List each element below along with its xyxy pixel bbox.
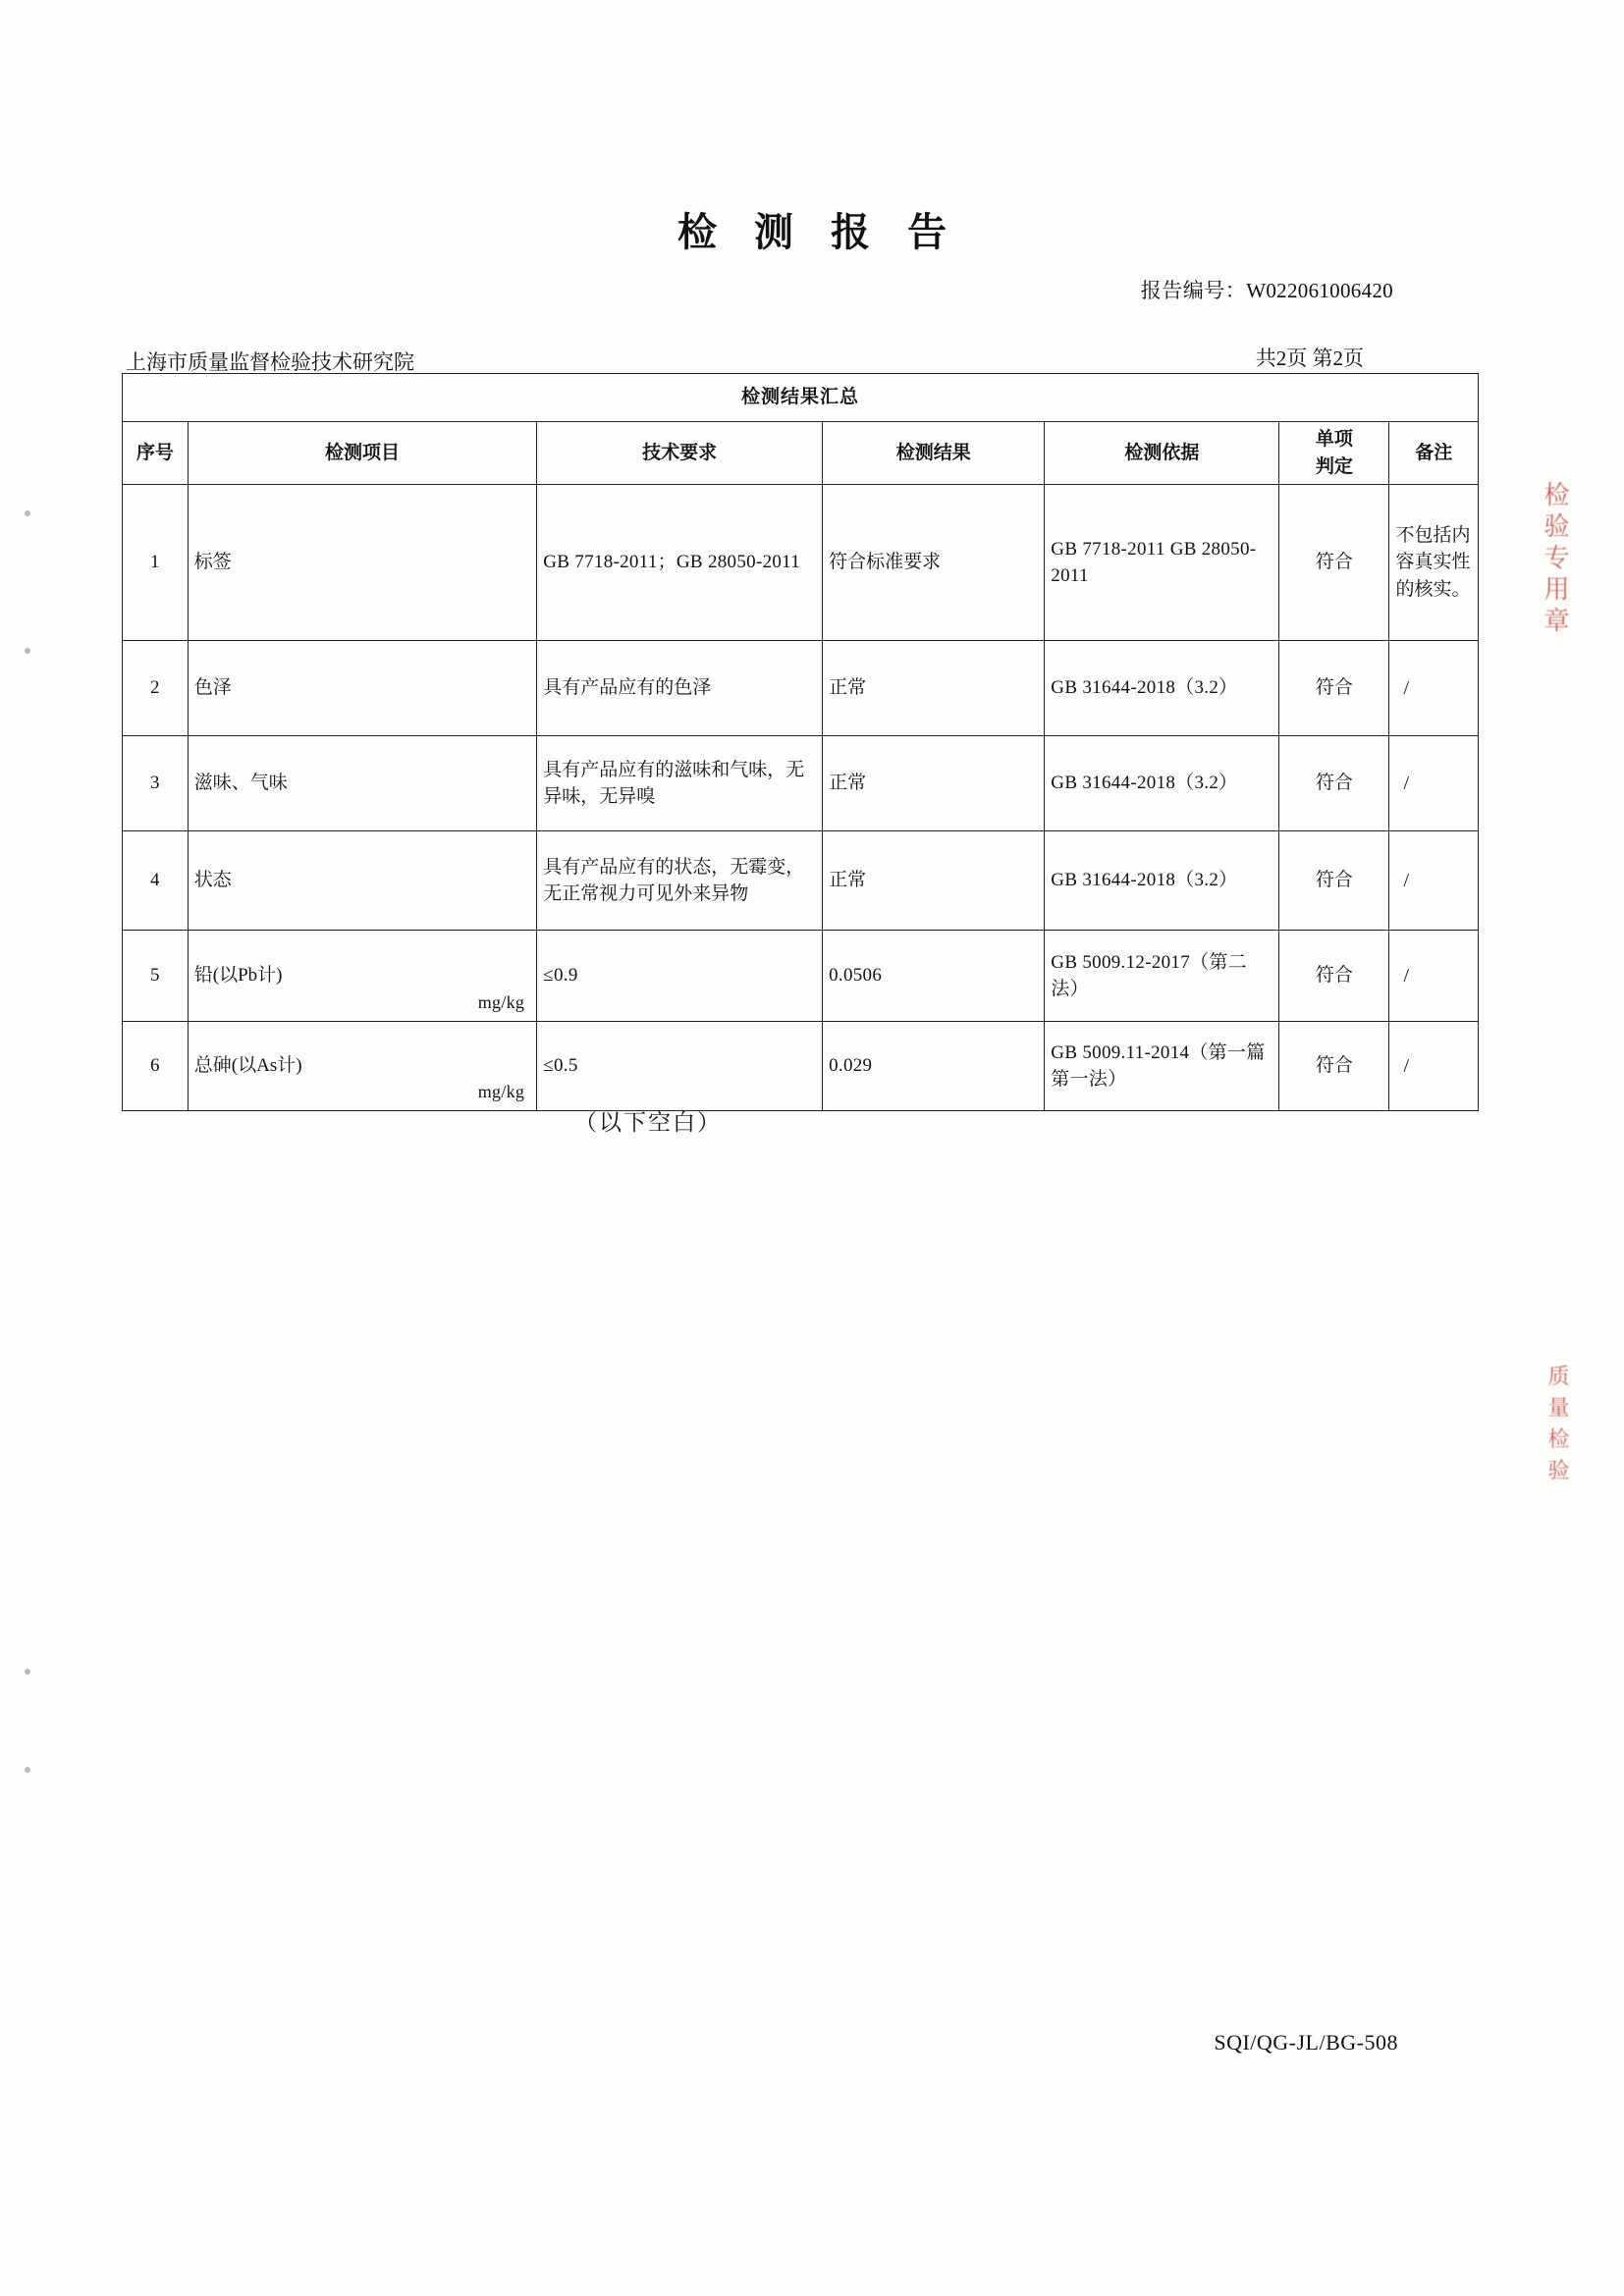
cell-result: 正常: [823, 831, 1045, 931]
cell-requirement: 具有产品应有的色泽: [537, 641, 823, 736]
cell-index: 6: [123, 1022, 189, 1111]
cell-judgement: 符合: [1279, 736, 1389, 831]
cell-item-text: 状态: [193, 870, 232, 891]
cell-item: [188, 931, 536, 1022]
below-blank-note: （以下空白）: [574, 1110, 722, 1135]
cell-requirement: 具有产品应有的滋味和气味，无异味，无异嗅: [537, 736, 823, 831]
punch-mark: [25, 510, 30, 516]
cell-item-text: 标签: [193, 552, 232, 573]
cell-requirement: GB 7718-2011；GB 28050-2011: [537, 485, 823, 641]
table-row: [123, 736, 1479, 831]
cell-item-text: 滋味、气味: [193, 773, 288, 794]
cell-result: 0.029: [823, 1022, 1045, 1111]
results-table: [122, 373, 1479, 1111]
cell-judgement: 符合: [1279, 485, 1389, 641]
cell-note: /: [1389, 736, 1479, 831]
cell-index: 3: [123, 736, 189, 831]
cell-judgement: 符合: [1279, 641, 1389, 736]
table-row: [123, 641, 1479, 736]
header-basis: 检测依据: [1045, 422, 1279, 485]
cell-item-unit: mg/kg: [477, 1082, 525, 1101]
cell-index: 1: [123, 485, 189, 641]
header-requirement: 技术要求: [537, 422, 823, 485]
cell-basis: GB 5009.12-2017（第二法）: [1045, 931, 1279, 1022]
cell-note: 不包括内容真实性的核实。: [1389, 485, 1479, 641]
cell-requirement: 具有产品应有的状态，无霉变，无正常视力可见外来异物: [537, 831, 823, 931]
cell-basis: GB 31644-2018（3.2）: [1045, 736, 1279, 831]
header-judgement-line2: 判定: [1315, 455, 1353, 477]
cell-judgement: 符合: [1279, 931, 1389, 1022]
cell-note: /: [1389, 931, 1479, 1022]
seal-stamp-lower: 质量检验: [1545, 1364, 1570, 1490]
cell-index: 2: [123, 641, 189, 736]
cell-requirement: ≤0.9: [537, 931, 823, 1022]
header-judgement-line1: 单项: [1315, 429, 1353, 450]
cell-basis: GB 5009.11-2014（第一篇 第一法）: [1045, 1022, 1279, 1111]
page-count: 共2页 第2页: [1255, 347, 1364, 370]
cell-note: /: [1389, 1022, 1479, 1111]
cell-judgement: 符合: [1279, 1022, 1389, 1111]
punch-mark: [25, 1669, 30, 1675]
cell-item: [188, 485, 536, 641]
cell-note: /: [1389, 641, 1479, 736]
report-number: [1141, 275, 1393, 304]
cell-item: [188, 736, 536, 831]
cell-basis: GB 31644-2018（3.2）: [1045, 831, 1279, 931]
table-row: [123, 931, 1479, 1022]
table-header-row: [123, 422, 1479, 485]
table-banner-row: [123, 374, 1479, 422]
cell-item-text: 铅(以Pb计): [193, 965, 283, 987]
table-row: [123, 485, 1479, 641]
section-banner: 检测结果汇总: [123, 374, 1479, 422]
table-row: [123, 831, 1479, 931]
cell-result: 0.0506: [823, 931, 1045, 1022]
cell-basis: GB 7718-2011 GB 28050-2011: [1045, 485, 1279, 641]
seal-stamp-upper: 检验专用章: [1541, 481, 1569, 638]
footer-form-code: SQI/QG-JL/BG-508: [1214, 2030, 1398, 2055]
cell-requirement: ≤0.5: [537, 1022, 823, 1111]
cell-index: 5: [123, 931, 189, 1022]
punch-mark: [25, 648, 30, 654]
cell-result: 符合标准要求: [823, 485, 1045, 641]
cell-item: [188, 641, 536, 736]
cell-judgement: 符合: [1279, 831, 1389, 931]
header-index: 序号: [123, 422, 189, 485]
results-table-wrapper: [122, 373, 1479, 1111]
header-result: 检测结果: [823, 422, 1045, 485]
cell-basis: GB 31644-2018（3.2）: [1045, 641, 1279, 736]
punch-mark: [25, 1767, 30, 1773]
header-note: 备注: [1389, 422, 1479, 485]
report-number-value: W022061006420: [1246, 279, 1393, 302]
cell-result: 正常: [823, 641, 1045, 736]
cell-item-text: 总砷(以As计): [193, 1055, 302, 1077]
cell-item: [188, 1022, 536, 1111]
cell-index: 4: [123, 831, 189, 931]
header-item: 检测项目: [188, 422, 536, 485]
institute-name: 上海市质量监督检验技术研究院: [126, 350, 414, 374]
report-number-label: 报告编号：: [1140, 279, 1247, 302]
table-row: [123, 1022, 1479, 1111]
cell-item-text: 色泽: [193, 677, 232, 699]
cell-item: [188, 831, 536, 931]
page-title: 检 测 报 告: [677, 210, 960, 254]
cell-result: 正常: [823, 736, 1045, 831]
cell-item-unit: mg/kg: [477, 992, 525, 1012]
header-judgement: [1279, 422, 1389, 485]
cell-note: /: [1389, 831, 1479, 931]
